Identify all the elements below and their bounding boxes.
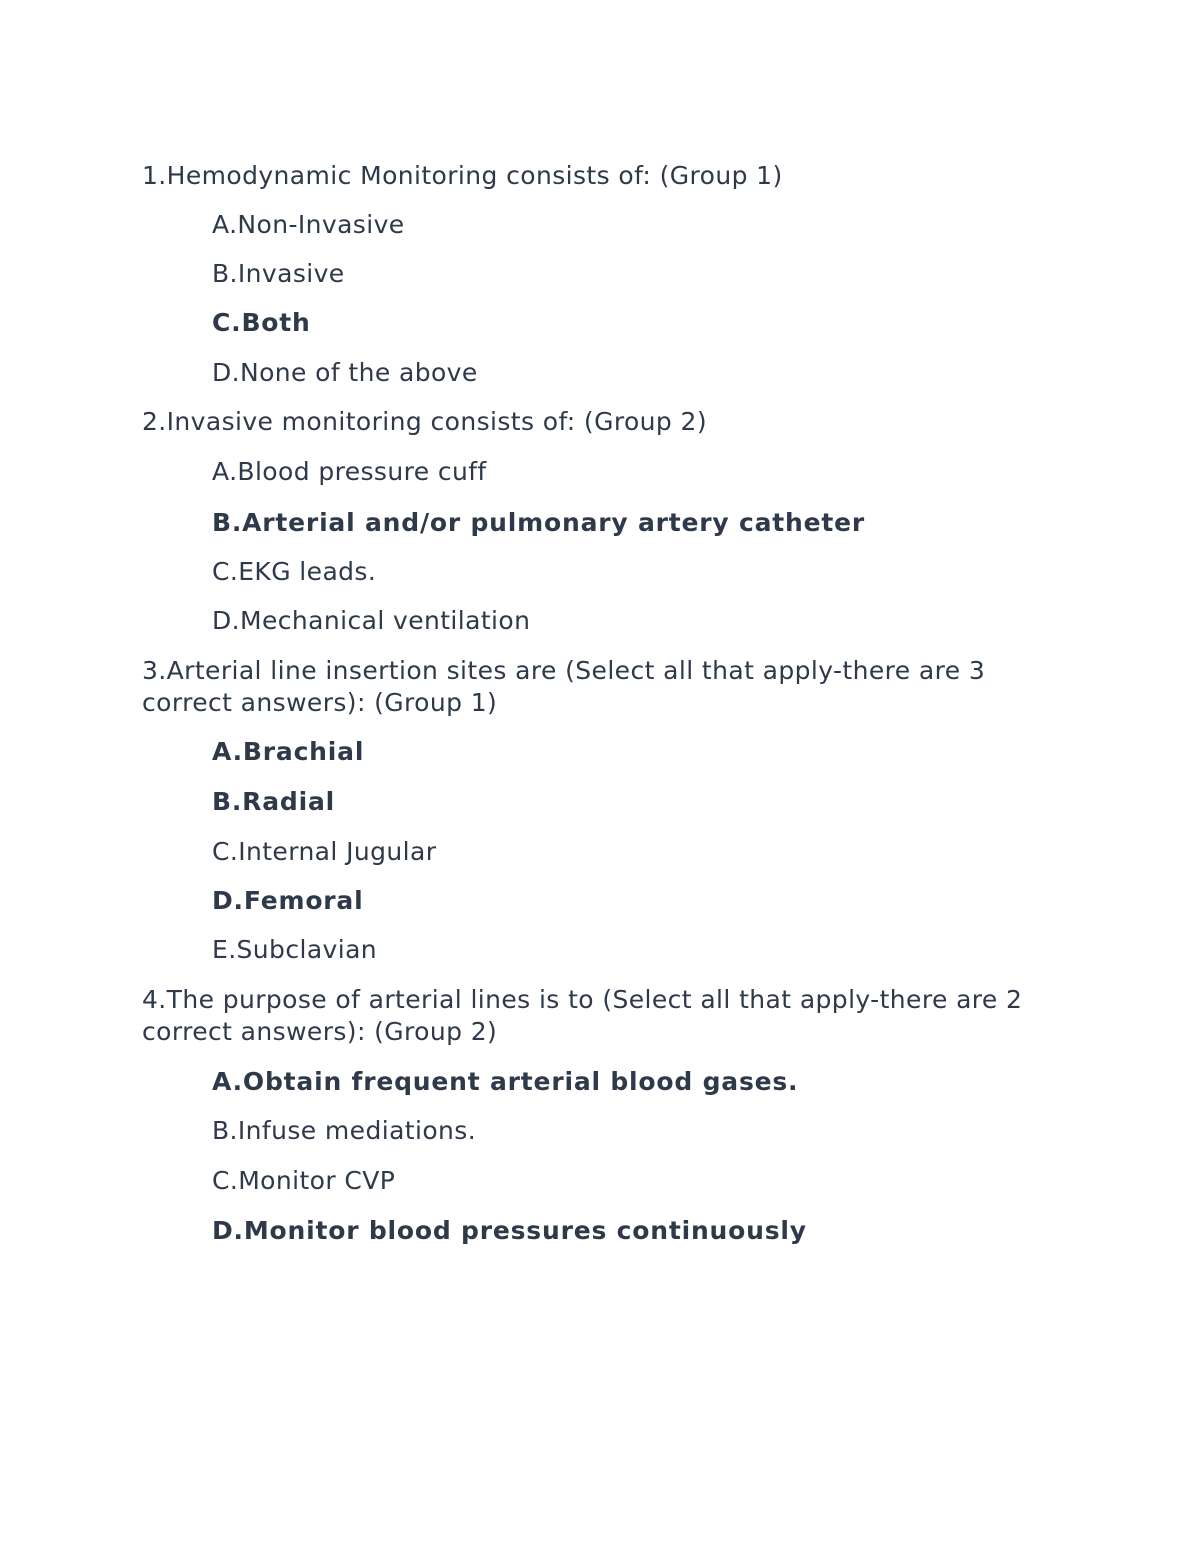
question-3: 3.Arterial line insertion sites are (Select all that apply-there are 3 correct answers): (Group 1) <box>142 656 986 717</box>
question-1-option-d: D.None of the above <box>212 358 478 387</box>
question-3-option-c: C.Internal Jugular <box>212 837 437 866</box>
question-4-option-b: B.Infuse mediations. <box>212 1116 477 1145</box>
question-4-option-d-correct: D.Monitor blood pressures continuously <box>212 1216 807 1245</box>
question-2-option-a: A.Blood pressure cuff <box>212 457 487 486</box>
question-2-option-d: D.Mechanical ventilation <box>212 606 531 635</box>
question-3-option-b-correct: B.Radial <box>212 787 335 816</box>
question-4: 4.The purpose of arterial lines is to (Select all that apply-there are 2 correct answers): (Group 2) <box>142 985 1023 1046</box>
question-1: 1.Hemodynamic Monitoring consists of: (Group 1) <box>142 161 783 190</box>
question-4-option-c: C.Monitor CVP <box>212 1166 396 1195</box>
question-3-option-e: E.Subclavian <box>212 935 378 964</box>
question-2-option-b-correct: B.Arterial and/or pulmonary artery catheter <box>212 508 866 537</box>
question-1-option-b: B.Invasive <box>212 259 345 288</box>
question-2-option-c: C.EKG leads. <box>212 557 377 586</box>
question-4-option-a-correct: A.Obtain frequent arterial blood gases. <box>212 1067 799 1096</box>
question-1-option-c-correct: C.Both <box>212 308 311 337</box>
question-2: 2.Invasive monitoring consists of: (Group 2) <box>142 407 707 436</box>
question-3-option-d-correct: D.Femoral <box>212 886 364 915</box>
question-1-option-a: A.Non-Invasive <box>212 210 405 239</box>
question-3-option-a-correct: A.Brachial <box>212 737 365 766</box>
